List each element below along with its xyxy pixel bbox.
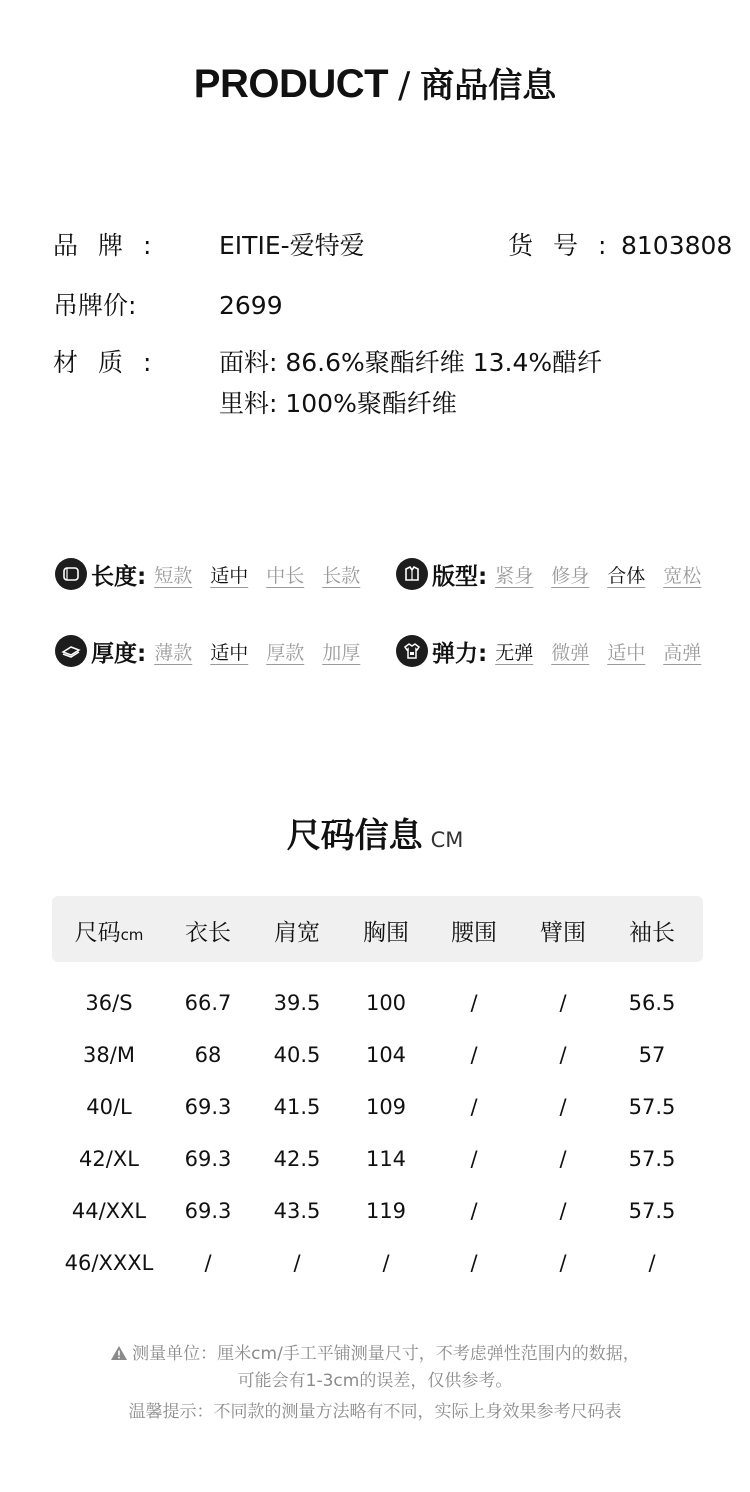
cell: / xyxy=(559,1147,567,1171)
table-row xyxy=(52,1085,703,1137)
cell: 40.5 xyxy=(273,1043,321,1067)
cell: / xyxy=(204,1251,212,1275)
cell: 57.5 xyxy=(628,1095,676,1119)
length-icon xyxy=(55,558,87,590)
option-medium: 适中 xyxy=(607,641,646,664)
item-no-value: 8103808 xyxy=(621,231,733,260)
cell: / xyxy=(559,1095,567,1119)
price-row xyxy=(53,289,703,323)
option-extra-thick: 加厚 xyxy=(322,641,361,664)
option-tight: 紧身 xyxy=(495,564,534,587)
attr-name: 长度: xyxy=(91,563,147,590)
header-size: 尺码cm xyxy=(74,920,144,946)
price-value: 2699 xyxy=(219,291,283,320)
option-long: 长款 xyxy=(322,564,361,587)
cell: 66.7 xyxy=(184,991,232,1015)
elasticity-icon xyxy=(396,635,428,667)
size-unit: CM xyxy=(430,828,464,852)
table-row xyxy=(52,1137,703,1189)
attr-thickness xyxy=(55,633,360,669)
cell: 68 xyxy=(194,1043,222,1067)
option-regular: 合体 xyxy=(607,564,646,587)
attr-length xyxy=(55,556,360,592)
cell: / xyxy=(559,991,567,1015)
fit-icon xyxy=(396,558,428,590)
brand-label: 品牌: xyxy=(53,231,172,260)
cell: 56.5 xyxy=(628,991,676,1015)
cell: / xyxy=(559,1199,567,1223)
cell: 109 xyxy=(365,1095,407,1119)
thickness-icon xyxy=(55,635,87,667)
brand-row xyxy=(53,229,733,263)
header-shoulder: 肩宽 xyxy=(274,920,320,946)
header-chest: 胸围 xyxy=(363,920,409,946)
cell: 43.5 xyxy=(273,1199,321,1223)
option-medium: 适中 xyxy=(210,641,249,664)
option-medium: 适中 xyxy=(210,564,249,587)
cell: / xyxy=(559,1043,567,1067)
cell: 57 xyxy=(638,1043,666,1067)
size-table-header xyxy=(52,896,703,962)
cell: 41.5 xyxy=(273,1095,321,1119)
cell: 69.3 xyxy=(184,1147,232,1171)
attr-name: 厚度: xyxy=(91,640,147,667)
header-sleeve: 袖长 xyxy=(629,920,675,946)
cell: 42/XL xyxy=(79,1147,139,1171)
brand-value: EITIE-爱特爱 xyxy=(219,231,365,260)
note-line-1: 测量单位：厘米cm/手工平铺测量尺寸，不考虑弹性范围内的数据， xyxy=(0,1339,750,1366)
cell: / xyxy=(470,1095,478,1119)
material-line-1: 面料: 86.6%聚酯纤维 13.4%醋纤 xyxy=(219,348,603,377)
cell: / xyxy=(648,1251,656,1275)
table-row xyxy=(52,1033,703,1085)
price-label: 吊牌价: xyxy=(53,291,137,320)
attr-fit xyxy=(396,556,701,592)
table-row xyxy=(52,1241,703,1293)
option-loose: 宽松 xyxy=(663,564,702,587)
warning-icon xyxy=(110,1345,128,1366)
option-none: 无弹 xyxy=(495,641,534,664)
cell: / xyxy=(382,1251,390,1275)
option-mid-long: 中长 xyxy=(266,564,305,587)
cell: / xyxy=(293,1251,301,1275)
option-slim: 修身 xyxy=(551,564,590,587)
table-row xyxy=(52,981,703,1033)
title-separator: / xyxy=(398,65,411,106)
cell: / xyxy=(559,1251,567,1275)
cell: 36/S xyxy=(85,991,133,1015)
option-thick: 厚款 xyxy=(266,641,305,664)
cell: / xyxy=(470,991,478,1015)
cell: 46/XXXL xyxy=(64,1251,154,1275)
attr-elasticity xyxy=(396,633,701,669)
cell: 104 xyxy=(365,1043,407,1067)
note-line-3: 温馨提示：不同款的测量方法略有不同，实际上身效果参考尺码表 xyxy=(128,1402,622,1422)
cell: 57.5 xyxy=(628,1199,676,1223)
option-short: 短款 xyxy=(154,564,193,587)
material-line-2: 里料: 100%聚酯纤维 xyxy=(219,389,457,418)
page-header xyxy=(0,58,750,107)
item-no-label: 货号: xyxy=(508,231,627,260)
cell: 40/L xyxy=(86,1095,132,1119)
attr-name: 弹力: xyxy=(432,640,488,667)
table-row xyxy=(52,1189,703,1241)
cell: 57.5 xyxy=(628,1147,676,1171)
cell: 69.3 xyxy=(184,1095,232,1119)
title-cn: 商品信息 xyxy=(420,66,557,106)
cell: / xyxy=(470,1251,478,1275)
attr-name: 版型: xyxy=(432,563,488,590)
cell: 44/XXL xyxy=(71,1199,147,1223)
header-arm: 臂围 xyxy=(540,920,586,946)
cell: / xyxy=(470,1043,478,1067)
size-section-title xyxy=(0,808,750,857)
cell: 69.3 xyxy=(184,1199,232,1223)
option-high: 高弹 xyxy=(663,641,702,664)
title-en: PRODUCT xyxy=(193,62,389,106)
cell: 114 xyxy=(365,1147,407,1171)
option-slight: 微弹 xyxy=(551,641,590,664)
cell: / xyxy=(470,1147,478,1171)
material-label: 材质: xyxy=(53,348,172,377)
note-line-2: 可能会有1-3cm的误差，仅供参考。 xyxy=(237,1371,513,1391)
size-title: 尺码信息 xyxy=(286,816,423,856)
cell: 38/M xyxy=(83,1043,135,1067)
cell: 39.5 xyxy=(273,991,321,1015)
header-waist: 腰围 xyxy=(451,920,497,946)
header-length: 衣长 xyxy=(185,920,231,946)
cell: 100 xyxy=(365,991,407,1015)
option-thin: 薄款 xyxy=(154,641,193,664)
material-row xyxy=(53,346,703,418)
cell: 42.5 xyxy=(273,1147,321,1171)
cell: 119 xyxy=(365,1199,407,1223)
cell: / xyxy=(470,1199,478,1223)
